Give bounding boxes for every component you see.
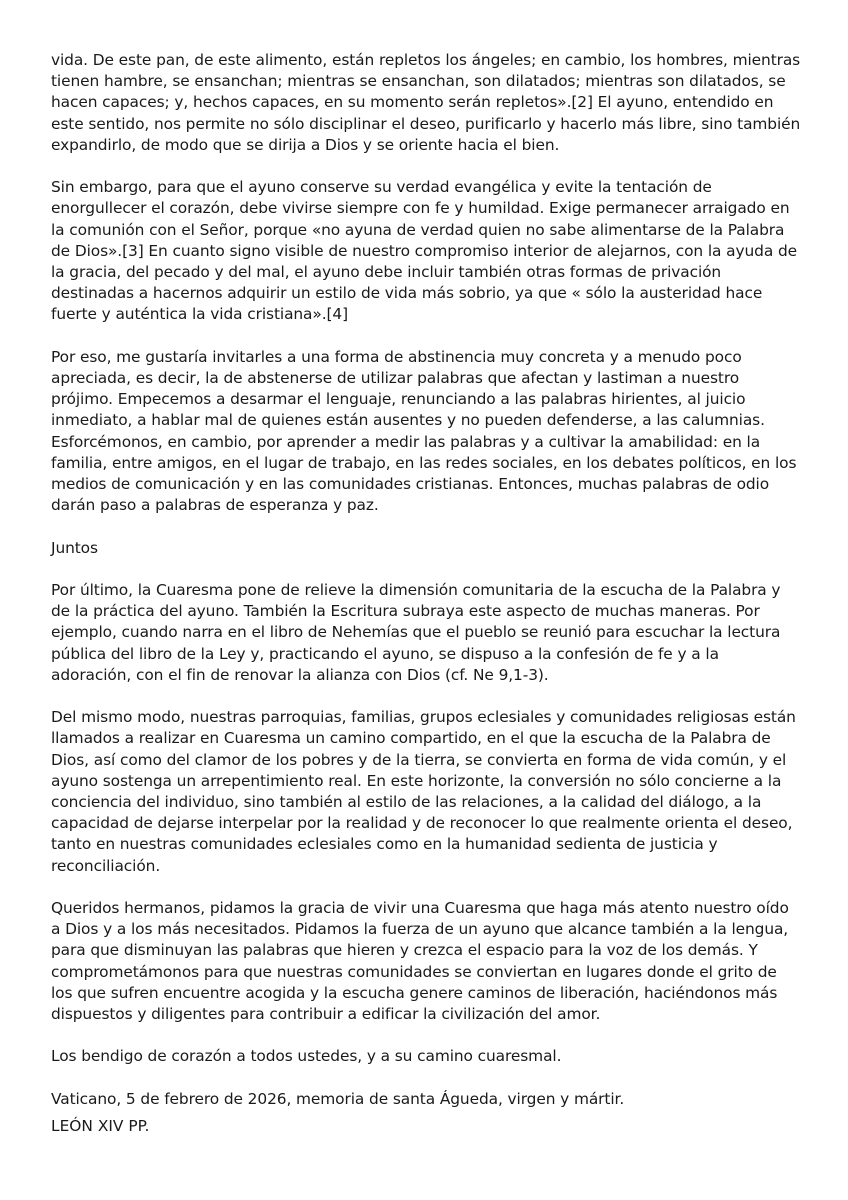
paragraph-fasting-fullness: vida. De este pan, de este alimento, están repletos los ángeles; en cambio, los hombres, mientras tienen hambre, se ensanchan; mientras se ensanchan, son dilatados; mientras son dilatados, se hacen capaces; y, hechos capaces, en su momento serán repletos».[2] El ayuno, entendido en este sentido, nos permite no sólo disciplinar el deseo, purificarlo y hacerlo más libre, sino también expandirlo, de modo que se dirija a Dios y se oriente hacia el bien.: [51, 51, 801, 154]
paragraph-community-dimension: Por último, la Cuaresma pone de relieve la dimensión comunitaria de la escucha de la Palabra y de la práctica del ayuno. También la Escritura subraya este aspecto de muchas maneras. Por ejemplo, cuando narra en el libro de Nehemías que el pueblo se reunió para escuchar la lectura pública del libro de la Ley y, practicando el ayuno, se dispuso a la confesión de fe y a la adoración, con el fin de renovar la alianza con Dios (cf. Ne 9,1-3).: [51, 581, 781, 684]
paragraph-faith-humility: Sin embargo, para que el ayuno conserve su verdad evangélica y evite la tentación de enorgullecer el corazón, debe vivirse siempre con fe y humildad. Exige permanecer arraigado en la comunión con el Señor, porque «no ayuna de verdad quien no sabe alimentarse de la Palabra de Dios».[3] En cuanto signo visible de nuestro compromiso interior de alejarnos, con la ayuda de la gracia, del pecado y del mal, el ayuno debe incluir también otras formas de privación destinadas a hacernos adquirir un estilo de vida más sobrio, ya que « sólo la austeridad hace fuerte y auténtica la vida cristiana».[4]: [51, 178, 797, 324]
paragraph-blessing: Los bendigo de corazón a todos ustedes, y a su camino cuaresmal.: [51, 1047, 562, 1066]
signature: LEÓN XIV PP.: [51, 1117, 150, 1135]
section-heading-juntos: Juntos: [51, 538, 98, 557]
paragraph-abstinence-words: Por eso, me gustaría invitarles a una forma de abstinencia muy concreta y a menudo poco apreciada, es decir, la de abstenerse de utilizar palabras que afectan y lastiman a nuestro prójimo. Empecemos a desarmar el lenguaje, renunciando a las palabras hirientes, al juicio inmediato, a hablar mal de quienes están ausentes y no pueden defenderse, a las calumnias. Esforcémonos, en cambio, por aprender a medir las palabras y a cultivar la amabilidad: en la familia, entre amigos, en el lugar de trabajo, en las redes sociales, en los debates políticos, en los medios de comunicación y en las comunidades cristianas. Entonces, muchas palabras de odio darán paso a palabras de esperanza y paz.: [51, 347, 797, 515]
paragraph-shared-path: Del mismo modo, nuestras parroquias, familias, grupos eclesiales y comunidades religiosas están llamados a realizar en Cuaresma un camino compartido, en el que la escucha de la Palabra de Dios, así como del clamor de los pobres y de la tierra, se convierta en forma de vida común, y el ayuno sostenga un arrepentimiento real. En este horizonte, la conversión no sólo concierne a la conciencia del individuo, sino también al estilo de las relaciones, a la calidad del diálogo, a la capacidad de dejarse interpelar por la realidad y de reconocer lo que realmente orienta el deseo, tanto en nuestras comunidades eclesiales como en la humanidad sedienta de justicia y reconciliación.: [51, 708, 796, 875]
paragraph-closing-prayer: Queridos hermanos, pidamos la gracia de vivir una Cuaresma que haga más atento nuestro oído a Dios y a los más necesitados. Pidamos la fuerza de un ayuno que alcance también a la lengua, para que disminuyan las palabras que hieren y crezca el espacio para la voz de los demás. Y comprometámonos para que nuestras comunidades se conviertan en lugares donde el grito de los que sufren encuentre acogida y la escucha genere caminos de liberación, haciéndonos más dispuestos y diligentes para contribuir a edificar la civilización del amor.: [51, 899, 789, 1024]
date-line: Vaticano, 5 de febrero de 2026, memoria de santa Águeda, virgen y mártir.: [51, 1089, 625, 1108]
document-body: [51, 50, 801, 1131]
